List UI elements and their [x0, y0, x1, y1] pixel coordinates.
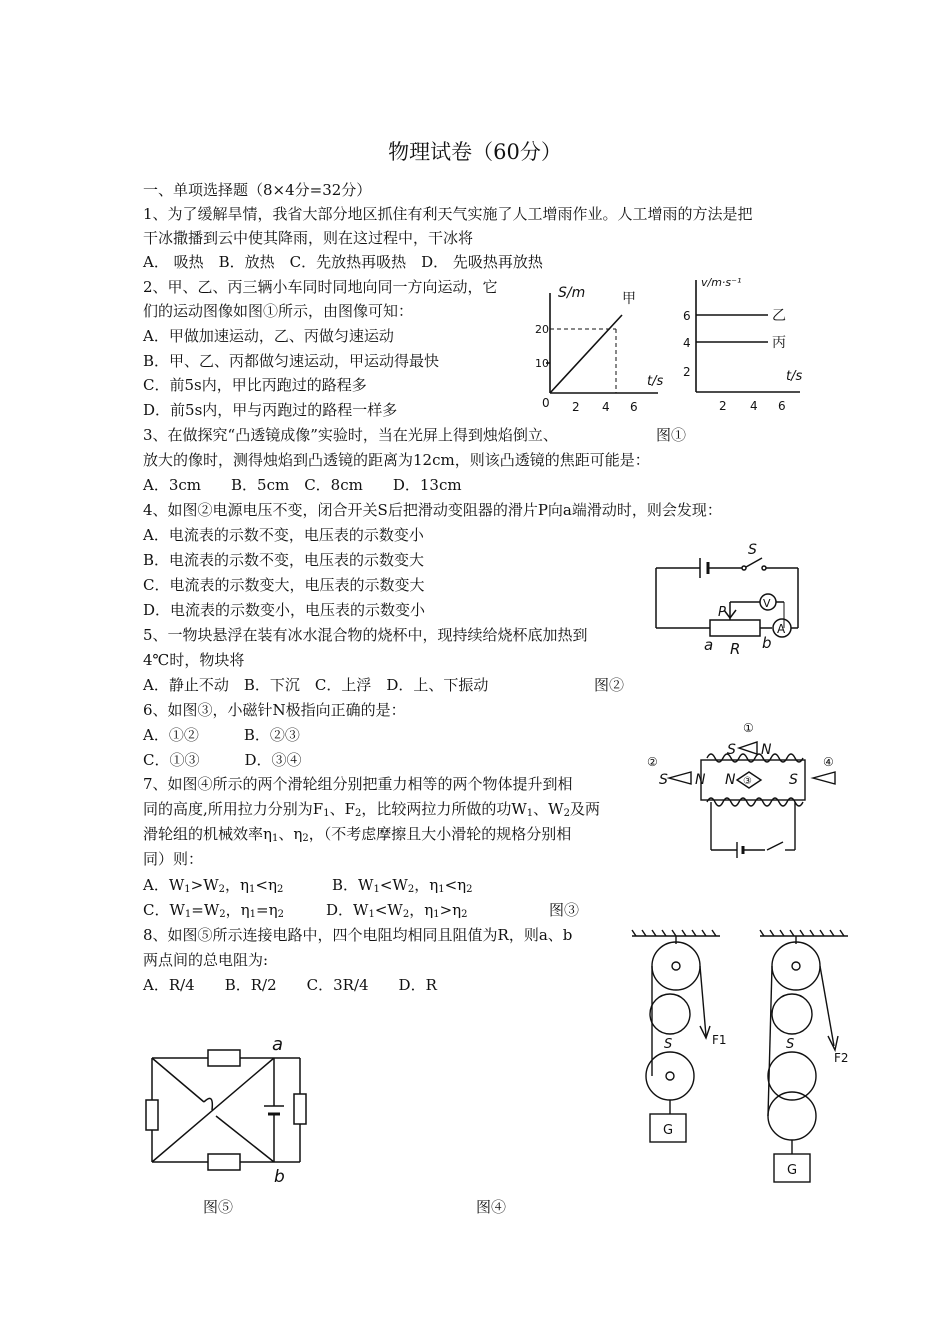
q7-a1: A．W: [143, 876, 185, 894]
sub-1: 1: [249, 909, 257, 920]
sub-1: 1: [249, 884, 256, 895]
q3-stem-line2: 放大的像时，测得烛焰到凸透镜的距离为12cm，则该凸透镜的焦距可能是：: [143, 451, 650, 469]
sub-1: 1: [272, 833, 279, 844]
q7-stem2a: 同的高度,所用拉力分别为F: [143, 800, 324, 818]
q7-option-a: [143, 876, 283, 899]
q6-options-1: A．①② B．②③: [143, 726, 300, 744]
fig2-label-r: R: [730, 640, 741, 658]
q7-stem-line1: 7、如图④所示的两个滑轮组分别把重力相等的两个物体提升到相: [143, 775, 573, 793]
q7-a3: ，η: [225, 876, 250, 894]
q2-option-b: B．甲、乙、丙都做匀速运动，甲运动得最快: [143, 352, 440, 370]
fig4-caption: 图④: [476, 1198, 507, 1216]
q3-options: A．3cm B．5cm C．8cm D．13cm: [143, 476, 462, 494]
q7-a4: <η: [255, 876, 277, 894]
graph2-xlabel: t/s: [786, 369, 803, 384]
q4-option-c: C．电流表的示数变大，电压表的示数变大: [143, 576, 425, 594]
fig3-label-left-n: N: [695, 772, 706, 788]
sub-1: 1: [526, 808, 534, 819]
fig3-label-3: ③: [743, 776, 752, 787]
q7-stem2b: 、F: [329, 800, 355, 818]
graph2-xtick-6: 6: [778, 399, 786, 413]
fig4-label-f2: F2: [834, 1051, 849, 1065]
graph2-xtick-2: 2: [719, 399, 727, 413]
sub-1: 1: [323, 808, 330, 819]
sub-2: 2: [407, 884, 415, 895]
fig3-caption: 图③: [549, 901, 580, 919]
sub-2: 2: [219, 909, 226, 920]
q5-stem-line1: 5、一物块悬浮在装有冰水混合物的烧杯中，现持续给烧杯底加热到: [143, 626, 588, 644]
graph1-xtick-4: 4: [602, 400, 610, 414]
q7-option-c: [143, 901, 284, 924]
fig2-label-p: P: [718, 605, 726, 620]
q1-stem-line1: 1、为了缓解旱情，我省大部分地区抓住有利天气实施了人工增雨作业。人工增雨的方法是把: [143, 205, 753, 223]
graph2-ytick-6: 6: [683, 309, 691, 323]
q7-stem-line3: [143, 825, 571, 848]
fig2-label-s: S: [748, 542, 757, 558]
q4-option-b: B．电流表的示数不变，电压表的示数变大: [143, 551, 425, 569]
page-title: 物理试卷（60分）: [388, 140, 562, 164]
q2-stem-line1: 2、甲、乙、丙三辆小车同时同地向同一方向运动，它: [143, 278, 498, 296]
q8-stem-line1: 8、如图⑤所示连接电路中，四个电阻均相同且阻值为R，则a、b: [143, 926, 573, 944]
fig3-label-2: ②: [647, 755, 658, 769]
graph1-ytick-20: 20: [535, 323, 549, 336]
q1-options: A． 吸热 B．放热 C．先放热再吸热 D． 先吸热再放热: [143, 253, 543, 271]
q2-option-d: D．前5s内，甲与丙跑过的路程一样多: [143, 401, 398, 419]
fig5-caption: 图⑤: [203, 1198, 234, 1216]
fig3-label-left-s: S: [659, 772, 668, 788]
graph1-series-label: 甲: [622, 291, 636, 307]
q8-stem-line2: 两点间的总电阻为:: [143, 951, 269, 969]
fig1-caption: 图①: [656, 426, 687, 444]
fig2-circuit: [650, 540, 810, 660]
graph1-xtick-6: 6: [630, 400, 638, 414]
fig3-label-top-n: N: [761, 742, 772, 758]
q7-stem-line2: [143, 800, 600, 823]
fig3-label-core-s: S: [789, 772, 798, 788]
graph1-ytick-10: 10: [535, 357, 549, 370]
section-heading: 一、单项选择题（8×4分=32分）: [143, 181, 372, 199]
q4-option-d: D．电流表的示数变小，电压表的示数变小: [143, 601, 426, 619]
fig4-pulleys: [630, 926, 855, 1188]
graph1-xtick-2: 2: [572, 400, 580, 414]
q4-option-a: A．电流表的示数不变，电压表的示数变小: [143, 526, 424, 544]
graph1-ylabel: S/m: [558, 285, 586, 301]
fig3-solenoid: [645, 718, 865, 858]
sub-1: 1: [368, 909, 375, 920]
q6-stem: 6、如图③，小磁针N极指向正确的是：: [143, 701, 406, 719]
sub-1: 1: [433, 909, 440, 920]
q7-c1: C．W: [143, 901, 185, 919]
fig2-label-a: A: [777, 622, 786, 636]
sub-2: 2: [276, 884, 284, 895]
q2-stem-line2: 们的运动图像如图①所示，由图像可知：: [143, 302, 414, 320]
sub-2: 2: [218, 884, 226, 895]
q7-b3: ，η: [414, 876, 439, 894]
graph2-series-bing: 丙: [772, 335, 786, 351]
fig4-label-f1: F1: [712, 1033, 727, 1047]
fig3-label-top-s: S: [727, 742, 736, 758]
fig1-st-graph: [530, 285, 690, 415]
q7-option-b: [332, 876, 473, 899]
fig5-label-a: a: [272, 1034, 284, 1055]
fig2-label-v: V: [763, 597, 771, 610]
sub-2: 2: [354, 808, 362, 819]
fig2-label-a-end: a: [704, 636, 714, 654]
sub-2: 2: [277, 909, 284, 920]
q7-stem2d: 、W: [533, 800, 564, 818]
q7-d4: >η: [439, 901, 462, 919]
fig2-label-b-end: b: [762, 634, 772, 652]
graph2-series-yi: 乙: [772, 308, 786, 324]
q6-options-2: C．①③ D．③④: [143, 751, 302, 769]
q7-d3: ，η: [409, 901, 434, 919]
q7-d2: <W: [374, 901, 403, 919]
q5-stem-line2: 4℃时，物块将: [143, 651, 245, 669]
q7-c4: =η: [256, 901, 278, 919]
sub-1: 1: [184, 909, 192, 920]
q7-c2: =W: [191, 901, 220, 919]
q7-stem-line4: 同）则：: [143, 850, 204, 868]
q7-stem2e: 及两: [569, 800, 600, 818]
fig4-label-s-right: S: [786, 1037, 795, 1052]
q4-stem: 4、如图②电源电压不变，闭合开关S后把滑动变阻器的滑片P向a端滑动时，则会发现：: [143, 501, 722, 519]
q3-stem-line1: 3、在做探究“凸透镜成像”实验时，当在光屏上得到烛焰倒立、: [143, 426, 558, 444]
graph2-xtick-4: 4: [750, 399, 758, 413]
fig3-label-4: ④: [823, 755, 834, 769]
sub-2: 2: [402, 909, 410, 920]
graph2-ytick-2: 2: [683, 365, 691, 379]
fig3-label-1: ①: [743, 721, 754, 735]
q1-stem-line2: 干冰撒播到云中使其降雨，则在这过程中，干冰将: [143, 229, 474, 247]
fig5-label-b: b: [274, 1167, 285, 1187]
q7-stem2c: ，比较两拉力所做的功W: [361, 800, 527, 818]
fig3-label-core-n: N: [725, 772, 736, 788]
sub-1: 1: [373, 884, 380, 895]
q7-stem3b: 、η: [278, 825, 303, 843]
fig4-label-s-left: S: [664, 1037, 673, 1052]
graph1-ytick-0: 0: [542, 396, 550, 410]
sub-1: 1: [184, 884, 191, 895]
fig1-vt-graph: [676, 272, 816, 415]
sub-2: 2: [302, 833, 309, 844]
q2-option-c: C．前5s内，甲比丙跑过的路程多: [143, 376, 367, 394]
q2-option-a: A．甲做加速运动，乙、丙做匀速运动: [143, 327, 394, 345]
q5-options: A．静止不动 B．下沉 C．上浮 D．上、下振动: [143, 676, 489, 694]
fig4-label-g-right: G: [787, 1163, 798, 1178]
fig2-caption: 图②: [594, 676, 625, 694]
graph2-ylabel: v/m·s⁻¹: [701, 276, 742, 289]
q7-c3: ，η: [225, 901, 250, 919]
sub-2: 2: [466, 884, 473, 895]
fig4-label-g-left: G: [663, 1123, 674, 1138]
q7-d1: D．W: [326, 901, 369, 919]
q7-b1: B．W: [332, 876, 374, 894]
sub-1: 1: [438, 884, 445, 895]
q7-b2: <W: [379, 876, 408, 894]
q7-option-d: [326, 901, 468, 924]
fig5-resistor-network: [140, 1028, 330, 1188]
graph1-xlabel: t/s: [647, 374, 664, 389]
q8-options: A．R/4 B．R/2 C．3R/4 D．R: [143, 976, 437, 994]
q7-stem3a: 滑轮组的机械效率η: [143, 825, 272, 843]
graph2-ytick-4: 4: [683, 336, 691, 350]
q7-b4: <η: [444, 876, 467, 894]
q7-stem3c: ，（不考虑摩擦且大小滑轮的规格分别相: [308, 825, 572, 843]
sub-2: 2: [563, 808, 570, 819]
q7-a2: >W: [190, 876, 219, 894]
sub-2: 2: [461, 909, 468, 920]
